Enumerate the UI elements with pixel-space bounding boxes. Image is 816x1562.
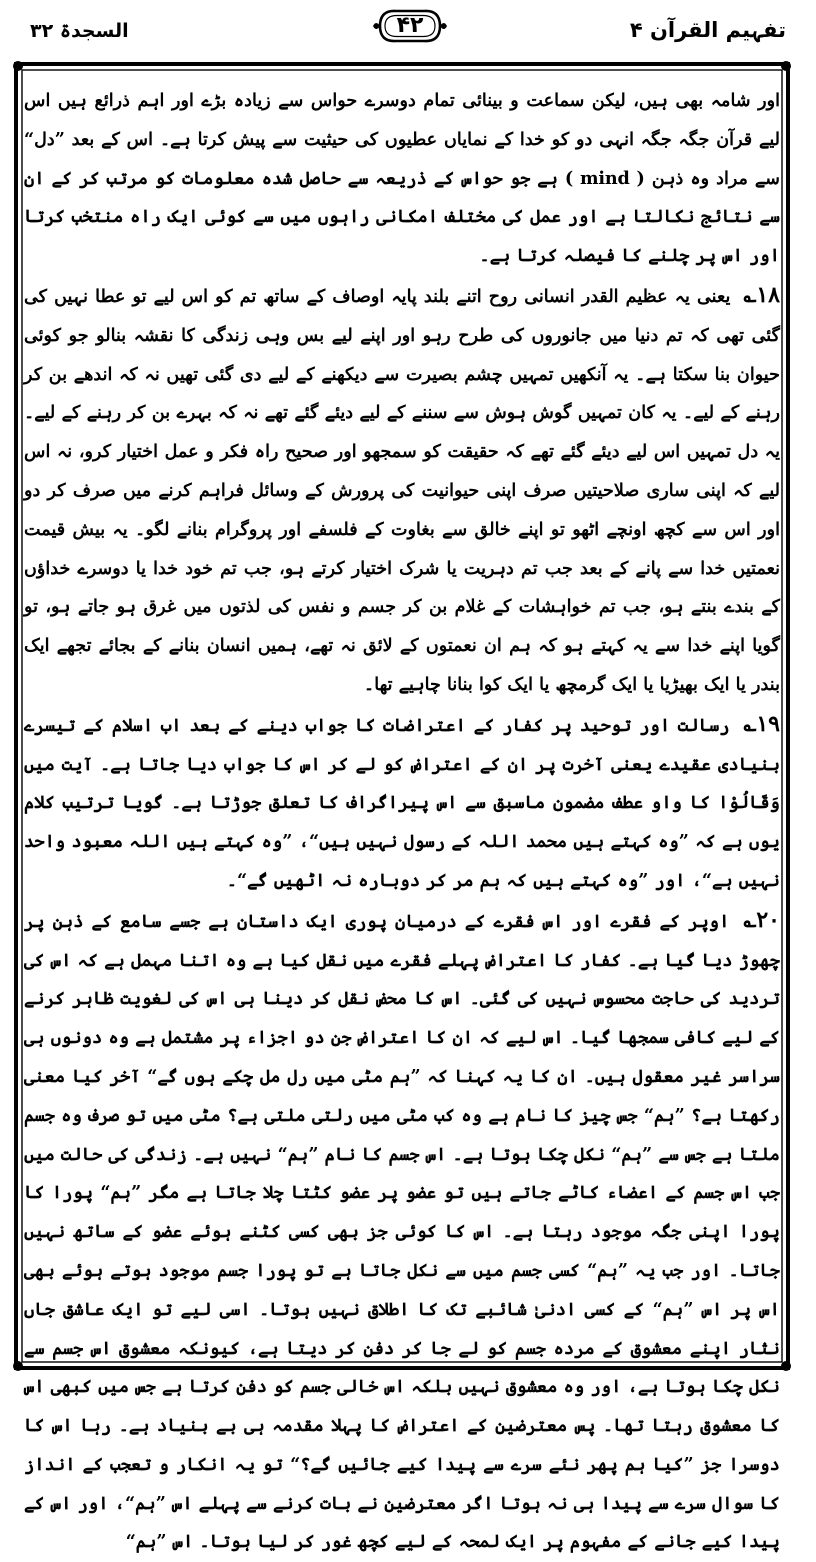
paragraph-text: اور شامہ بھی ہیں، لیکن سماعت و بینائی تمام دوسرے حواس سے زیادہ بڑے اور اہم ذرائع ہیں اس لیے قرآن جگہ جگہ انہی دو کو خدا کے نمایاں عطیوں کی حیثیت سے پیش کرتا ہے۔ اس کے بعد ”دل“ سے مراد وہ ذہن ( mind ) ہے جو حواس کے ذریعہ سے حاصل شدہ معلومات کو مرتب کر کے ان سے نتائج نکالتا ہے اور عمل کی مختلف امکانی راہوں میں سے کوئی ایک راہ منتخب کرتا اور اس پر چلنے کا فیصلہ کرتا ہے۔ [24, 90, 780, 267]
paragraph-continued [24, 82, 780, 276]
footnote-19 [24, 705, 780, 901]
page-number: ۴۲ [396, 13, 424, 38]
footnote-text: اوپر کے فقرے اور اس فقرے کے درمیان پوری ایک داستان ہے جسے سامع کے ذہن پر چھوڑ دیا گیا ہے۔ کفار کا اعتراض پہلے فقرے میں نقل کیا ہے وہ اتنا مہمل ہے کہ اس کی تردید کی حاجت محسوس نہیں کی گئی۔ اس کا محض نقل کر دینا ہی اس کی لغویت ظاہر کرنے کے لیے کافی سمجھا گیا۔ اس لیے کہ ان کا اعتراض جن دو اجزاء پر مشتمل ہے وہ دونوں ہی سراسر غیر معقول ہیں۔ ان کا یہ کہنا کہ ”ہم مٹی میں رل مل چکے ہوں گے“ آخر کیا معنی رکھتا ہے؟ ”ہم“ جس چیز کا نام ہے وہ کب مٹی میں رلتی ملتی ہے؟ مٹی میں تو صرف وہ جسم ملتا ہے جس سے ”ہم“ نکل چکا ہوتا ہے۔ اس جسم کا نام ”ہم“ نہیں ہے۔ زندگی کی حالت میں جب اس جسم کے اعضاء کاٹے جاتے ہیں تو عضو پر عضو کٹتا چلا جاتا ہے مگر ”ہم“ پورا کا پورا اپنی جگہ موجود رہتا ہے۔ اس کا کوئی جز بھی کسی کٹنے ہوئے عضو کے ساتھ نہیں جاتا۔ اور جب یہ ”ہم“ کسی جسم میں سے نکل جاتا ہے تو پورا جسم موجود ہوتے ہوئے بھی اس پر اس ”ہم“ کے کسی ادنیٰ شائبے تک کا اطلاق نہیں ہوتا۔ اسی لیے تو ایک عاشق جاں نثار اپنے معشوق کے مردہ جسم کو لے جا کر دفن کر دیتا ہے، کیونکہ معشوق اس جسم سے نکل چکا ہوتا ہے، اور وہ معشوق نہیں بلکہ اس خالی جسم کو دفن کرتا ہے جس میں کبھی اس کا معشوق رہتا تھا۔ پس معترضین کے اعتراض کا پہلا مقدمہ ہی بے بنیاد ہے۔ رہا اس کا دوسرا جز ”کیا ہم پھر نئے سرے سے پیدا کیے جائیں گے؟“ تو یہ انکار و تعجب کے انداز کا سوال سرے سے پیدا ہی نہ ہوتا اگر معترضین نے بات کرنے سے پہلے اس ”ہم“، اور اس کے پیدا کیے جانے کے مفہوم پر ایک لمحہ کے لیے کچھ غور کر لیا ہوتا۔ اس ”ہم“ [24, 910, 780, 1553]
surah-name: السجدۃ ۳۲ [30, 20, 129, 42]
page-number-badge [372, 6, 448, 46]
footnote-text: یعنی یہ عظیم القدر انسانی روح اتنے بلند پایہ اوصاف کے ساتھ تم کو اس لیے تو عطا نہیں کی گئی تھی کہ تم دنیا میں جانوروں کی طرح رہو اور اپنے لیے بس وہی زندگی کا نقشہ بنالو جو کوئی حیوان بنا سکتا ہے۔ یہ آنکھیں تمہیں چشم بصیرت سے دیکھنے کے لیے دی گئی تھیں نہ کہ اندھے بن کر رہنے کے لیے۔ یہ کان تمہیں گوش ہوش سے سننے کے لیے دیئے گئے تھے نہ کہ بہرے بن کر رہنے کے لیے۔ یہ دل تمہیں اس لیے دیئے گئے تھے کہ حقیقت کو سمجھو اور صحیح راہ فکر و عمل اختیار کرو، نہ اس لیے کہ اپنی ساری صلاحیتیں صرف اپنی حیوانیت کی پرورش کے وسائل فراہم کرنے میں صرف کر دو اور اس سے کچھ اونچے اٹھو تو اپنے خالق سے بغاوت کے فلسفے اور پروگرام بنانے لگو۔ یہ بیش قیمت نعمتیں خدا سے پانے کے بعد جب تم دہریت یا شرک اختیار کرتے ہو، جب تم خود خدا یا دوسرے خداؤں کے بندے بنتے ہو، جب تم خواہشات کے غلام بن کر جسم و نفس کی لذتوں میں غرق ہو جاتے ہو، تو گویا اپنے خدا سے یہ کہتے ہو کہ ہم ان نعمتوں کے لائق نہ تھے، ہمیں انسان بنانے کے بجائے تجھے ایک بندر یا ایک بھیڑیا یا ایک گرمچھ یا ایک کوا بنانا چاہیے تھا۔ [24, 285, 780, 695]
book-title: تفہیم القرآن ۴ [629, 18, 786, 42]
page-header [0, 0, 816, 56]
footnote-18 [24, 276, 780, 705]
footnote-marker: ۲۰؎ [743, 906, 780, 933]
footnote-text: رسالت اور توحید پر کفار کے اعتراضات کا جواب دینے کے بعد اب اسلام کے تیسرے بنیادی عقیدے یعنی آخرت پر ان کے اعتراض کو لے کر اس کا جواب دیا جاتا ہے۔ آیت میں وَقَالُوْا کا واو عطف مضمون ماسبق سے اس پیراگراف کا تعلق جوڑتا ہے۔ گویا ترتیب کلام یوں ہے کہ ”وہ کہتے ہیں محمد اللہ کے رسول نہیں ہیں“، ”وہ کہتے ہیں اللہ معبود واحد نہیں ہے“، اور ”وہ کہتے ہیں کہ ہم مر کر دوبارہ نہ اٹھیں گے“۔ [24, 714, 780, 891]
footnote-marker: ۱۹؎ [743, 710, 780, 737]
footnote-marker: ۱۸؎ [743, 281, 780, 308]
footnote-20 [24, 901, 780, 1562]
page-body [24, 82, 780, 1553]
